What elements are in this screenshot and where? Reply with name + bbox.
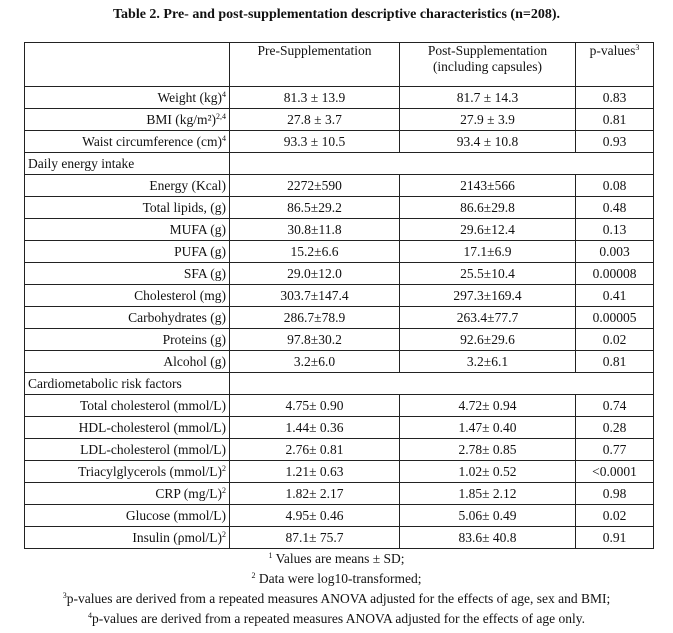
cell-post: 2.78± 0.85 <box>400 439 576 461</box>
table-row <box>25 175 654 197</box>
row-label <box>25 263 230 285</box>
cell-pre: 4.75± 0.90 <box>230 395 400 417</box>
row-label <box>25 87 230 109</box>
table-row <box>25 285 654 307</box>
cell-post: 4.72± 0.94 <box>400 395 576 417</box>
table-row <box>25 241 654 263</box>
cell-pre: 93.3 ± 10.5 <box>230 131 400 153</box>
row-label <box>25 285 230 307</box>
row-label-text: BMI (kg/m²) <box>146 111 216 127</box>
table-row <box>25 87 654 109</box>
cell-p: <0.0001 <box>576 461 654 483</box>
row-label-text: Insulin (ρmol/L) <box>132 529 222 545</box>
cell-p: 0.74 <box>576 395 654 417</box>
row-label <box>25 131 230 153</box>
footnote-text: p-values are derived from a repeated measures ANOVA adjusted for the effects of age only. <box>91 611 586 626</box>
table-row <box>25 395 654 417</box>
row-label <box>25 219 230 241</box>
cell-pre: 1.21± 0.63 <box>230 461 400 483</box>
row-label-sup: 2 <box>222 463 226 473</box>
cell-post: 25.5±10.4 <box>400 263 576 285</box>
row-label-text: Energy (Kcal) <box>149 177 226 193</box>
cell-post: 1.85± 2.12 <box>400 483 576 505</box>
row-label-text: Cholesterol (mg) <box>134 287 226 303</box>
section-title: Daily energy intake <box>25 153 230 175</box>
row-label-sup: 2 <box>222 529 226 539</box>
cell-post: 1.02± 0.52 <box>400 461 576 483</box>
table-row <box>25 109 654 131</box>
cell-post: 81.7 ± 14.3 <box>400 87 576 109</box>
footnotes <box>0 549 673 629</box>
row-label <box>25 109 230 131</box>
characteristics-table <box>24 42 654 549</box>
row-label-sup: 4 <box>222 133 226 143</box>
table-caption: Table 2. Pre- and post-supplementation descriptive characteristics (n=208). <box>112 7 560 22</box>
row-label-text: MUFA (g) <box>169 221 226 237</box>
cell-post: 3.2±6.1 <box>400 351 576 373</box>
cell-post: 1.47± 0.40 <box>400 417 576 439</box>
cell-post: 93.4 ± 10.8 <box>400 131 576 153</box>
row-label-sup: 2 <box>222 485 226 495</box>
cell-pre: 303.7±147.4 <box>230 285 400 307</box>
cell-p: 0.48 <box>576 197 654 219</box>
section-row <box>25 153 654 175</box>
row-label-text: Weight (kg) <box>157 89 222 105</box>
cell-p: 0.13 <box>576 219 654 241</box>
row-label-text: LDL-cholesterol (mmol/L) <box>80 441 226 457</box>
row-label <box>25 329 230 351</box>
cell-p: 0.98 <box>576 483 654 505</box>
row-label <box>25 527 230 549</box>
cell-pre: 97.8±30.2 <box>230 329 400 351</box>
row-label-text: Total cholesterol (mmol/L) <box>79 397 226 413</box>
footnote-sup: 2 <box>251 571 256 580</box>
row-label-text: PUFA (g) <box>174 243 226 259</box>
footnote-sup: 3 <box>62 591 67 600</box>
footnote-sup: 1 <box>268 551 273 560</box>
table-row <box>25 439 654 461</box>
row-label-text: Waist circumference (cm) <box>82 133 222 149</box>
row-label-text: Glucose (mmol/L) <box>125 507 226 523</box>
cell-p: 0.81 <box>576 109 654 131</box>
cell-p: 0.81 <box>576 351 654 373</box>
cell-post: 83.6± 40.8 <box>400 527 576 549</box>
header-p-label: p-values <box>589 43 636 58</box>
row-label-text: Carbohydrates (g) <box>128 309 226 325</box>
row-label <box>25 175 230 197</box>
cell-post: 27.9 ± 3.9 <box>400 109 576 131</box>
section-empty <box>230 373 654 395</box>
row-label <box>25 395 230 417</box>
cell-pre: 286.7±78.9 <box>230 307 400 329</box>
cell-p: 0.08 <box>576 175 654 197</box>
header-p-sup: 3 <box>635 43 640 52</box>
cell-pre: 29.0±12.0 <box>230 263 400 285</box>
section-row <box>25 373 654 395</box>
cell-pre: 2.76± 0.81 <box>230 439 400 461</box>
cell-pre: 4.95± 0.46 <box>230 505 400 527</box>
table-row <box>25 417 654 439</box>
row-label-text: Triacylglycerols (mmol/L) <box>78 463 222 479</box>
cell-p: 0.93 <box>576 131 654 153</box>
table-row <box>25 505 654 527</box>
cell-post: 17.1±6.9 <box>400 241 576 263</box>
cell-post: 5.06± 0.49 <box>400 505 576 527</box>
cell-pre: 2272±590 <box>230 175 400 197</box>
table-row <box>25 131 654 153</box>
header-post-line1: Post-Supplementation <box>427 43 548 58</box>
footnote <box>0 569 673 589</box>
row-label <box>25 351 230 373</box>
row-label-sup: 4 <box>222 89 226 99</box>
footnote <box>0 609 673 629</box>
cell-post: 92.6±29.6 <box>400 329 576 351</box>
footnote <box>0 589 673 609</box>
cell-p: 0.003 <box>576 241 654 263</box>
cell-p: 0.00005 <box>576 307 654 329</box>
table-row <box>25 197 654 219</box>
cell-pre: 3.2±6.0 <box>230 351 400 373</box>
row-label <box>25 483 230 505</box>
row-label <box>25 307 230 329</box>
cell-p: 0.83 <box>576 87 654 109</box>
header-pre: Pre-Supplementation <box>230 43 400 87</box>
table-row <box>25 461 654 483</box>
row-label-text: CRP (mg/L) <box>155 485 222 501</box>
row-label-text: Alcohol (g) <box>163 353 226 369</box>
footnote-text: Values are means ± SD; <box>272 551 405 566</box>
table-row <box>25 307 654 329</box>
cell-post: 263.4±77.7 <box>400 307 576 329</box>
row-label-sup: 2,4 <box>216 111 226 121</box>
cell-post: 2143±566 <box>400 175 576 197</box>
cell-pre: 87.1± 75.7 <box>230 527 400 549</box>
header-row <box>25 43 654 87</box>
cell-pre: 1.44± 0.36 <box>230 417 400 439</box>
table-row <box>25 483 654 505</box>
cell-p: 0.02 <box>576 329 654 351</box>
section-title: Cardiometabolic risk factors <box>25 373 230 395</box>
cell-p: 0.91 <box>576 527 654 549</box>
cell-p: 0.00008 <box>576 263 654 285</box>
header-p <box>576 43 654 87</box>
row-label <box>25 197 230 219</box>
cell-p: 0.02 <box>576 505 654 527</box>
row-label-text: SFA (g) <box>183 265 226 281</box>
cell-post: 29.6±12.4 <box>400 219 576 241</box>
cell-pre: 81.3 ± 13.9 <box>230 87 400 109</box>
table-body <box>25 87 654 549</box>
row-label <box>25 439 230 461</box>
row-label-text: HDL-cholesterol (mmol/L) <box>78 419 226 435</box>
row-label <box>25 241 230 263</box>
table-row <box>25 351 654 373</box>
footnote <box>0 549 673 569</box>
table-row <box>25 263 654 285</box>
table-row <box>25 329 654 351</box>
table-row <box>25 219 654 241</box>
footnote-text: Data were log10-transformed; <box>255 571 422 586</box>
footnote-sup: 4 <box>87 611 92 620</box>
cell-p: 0.41 <box>576 285 654 307</box>
header-post-line2: (including capsules) <box>432 59 543 74</box>
row-label-text: Proteins (g) <box>162 331 226 347</box>
table-row <box>25 527 654 549</box>
cell-p: 0.77 <box>576 439 654 461</box>
row-label <box>25 505 230 527</box>
section-empty <box>230 153 654 175</box>
cell-pre: 1.82± 2.17 <box>230 483 400 505</box>
cell-pre: 27.8 ± 3.7 <box>230 109 400 131</box>
cell-p: 0.28 <box>576 417 654 439</box>
header-blank <box>25 43 230 87</box>
cell-pre: 86.5±29.2 <box>230 197 400 219</box>
row-label <box>25 417 230 439</box>
cell-pre: 30.8±11.8 <box>230 219 400 241</box>
footnote-text: p-values are derived from a repeated measures ANOVA adjusted for the effects of age, sex and BMI; <box>66 591 611 606</box>
row-label-text: Total lipids, (g) <box>142 199 226 215</box>
cell-post: 86.6±29.8 <box>400 197 576 219</box>
cell-post: 297.3±169.4 <box>400 285 576 307</box>
row-label <box>25 461 230 483</box>
cell-pre: 15.2±6.6 <box>230 241 400 263</box>
header-post <box>400 43 576 87</box>
